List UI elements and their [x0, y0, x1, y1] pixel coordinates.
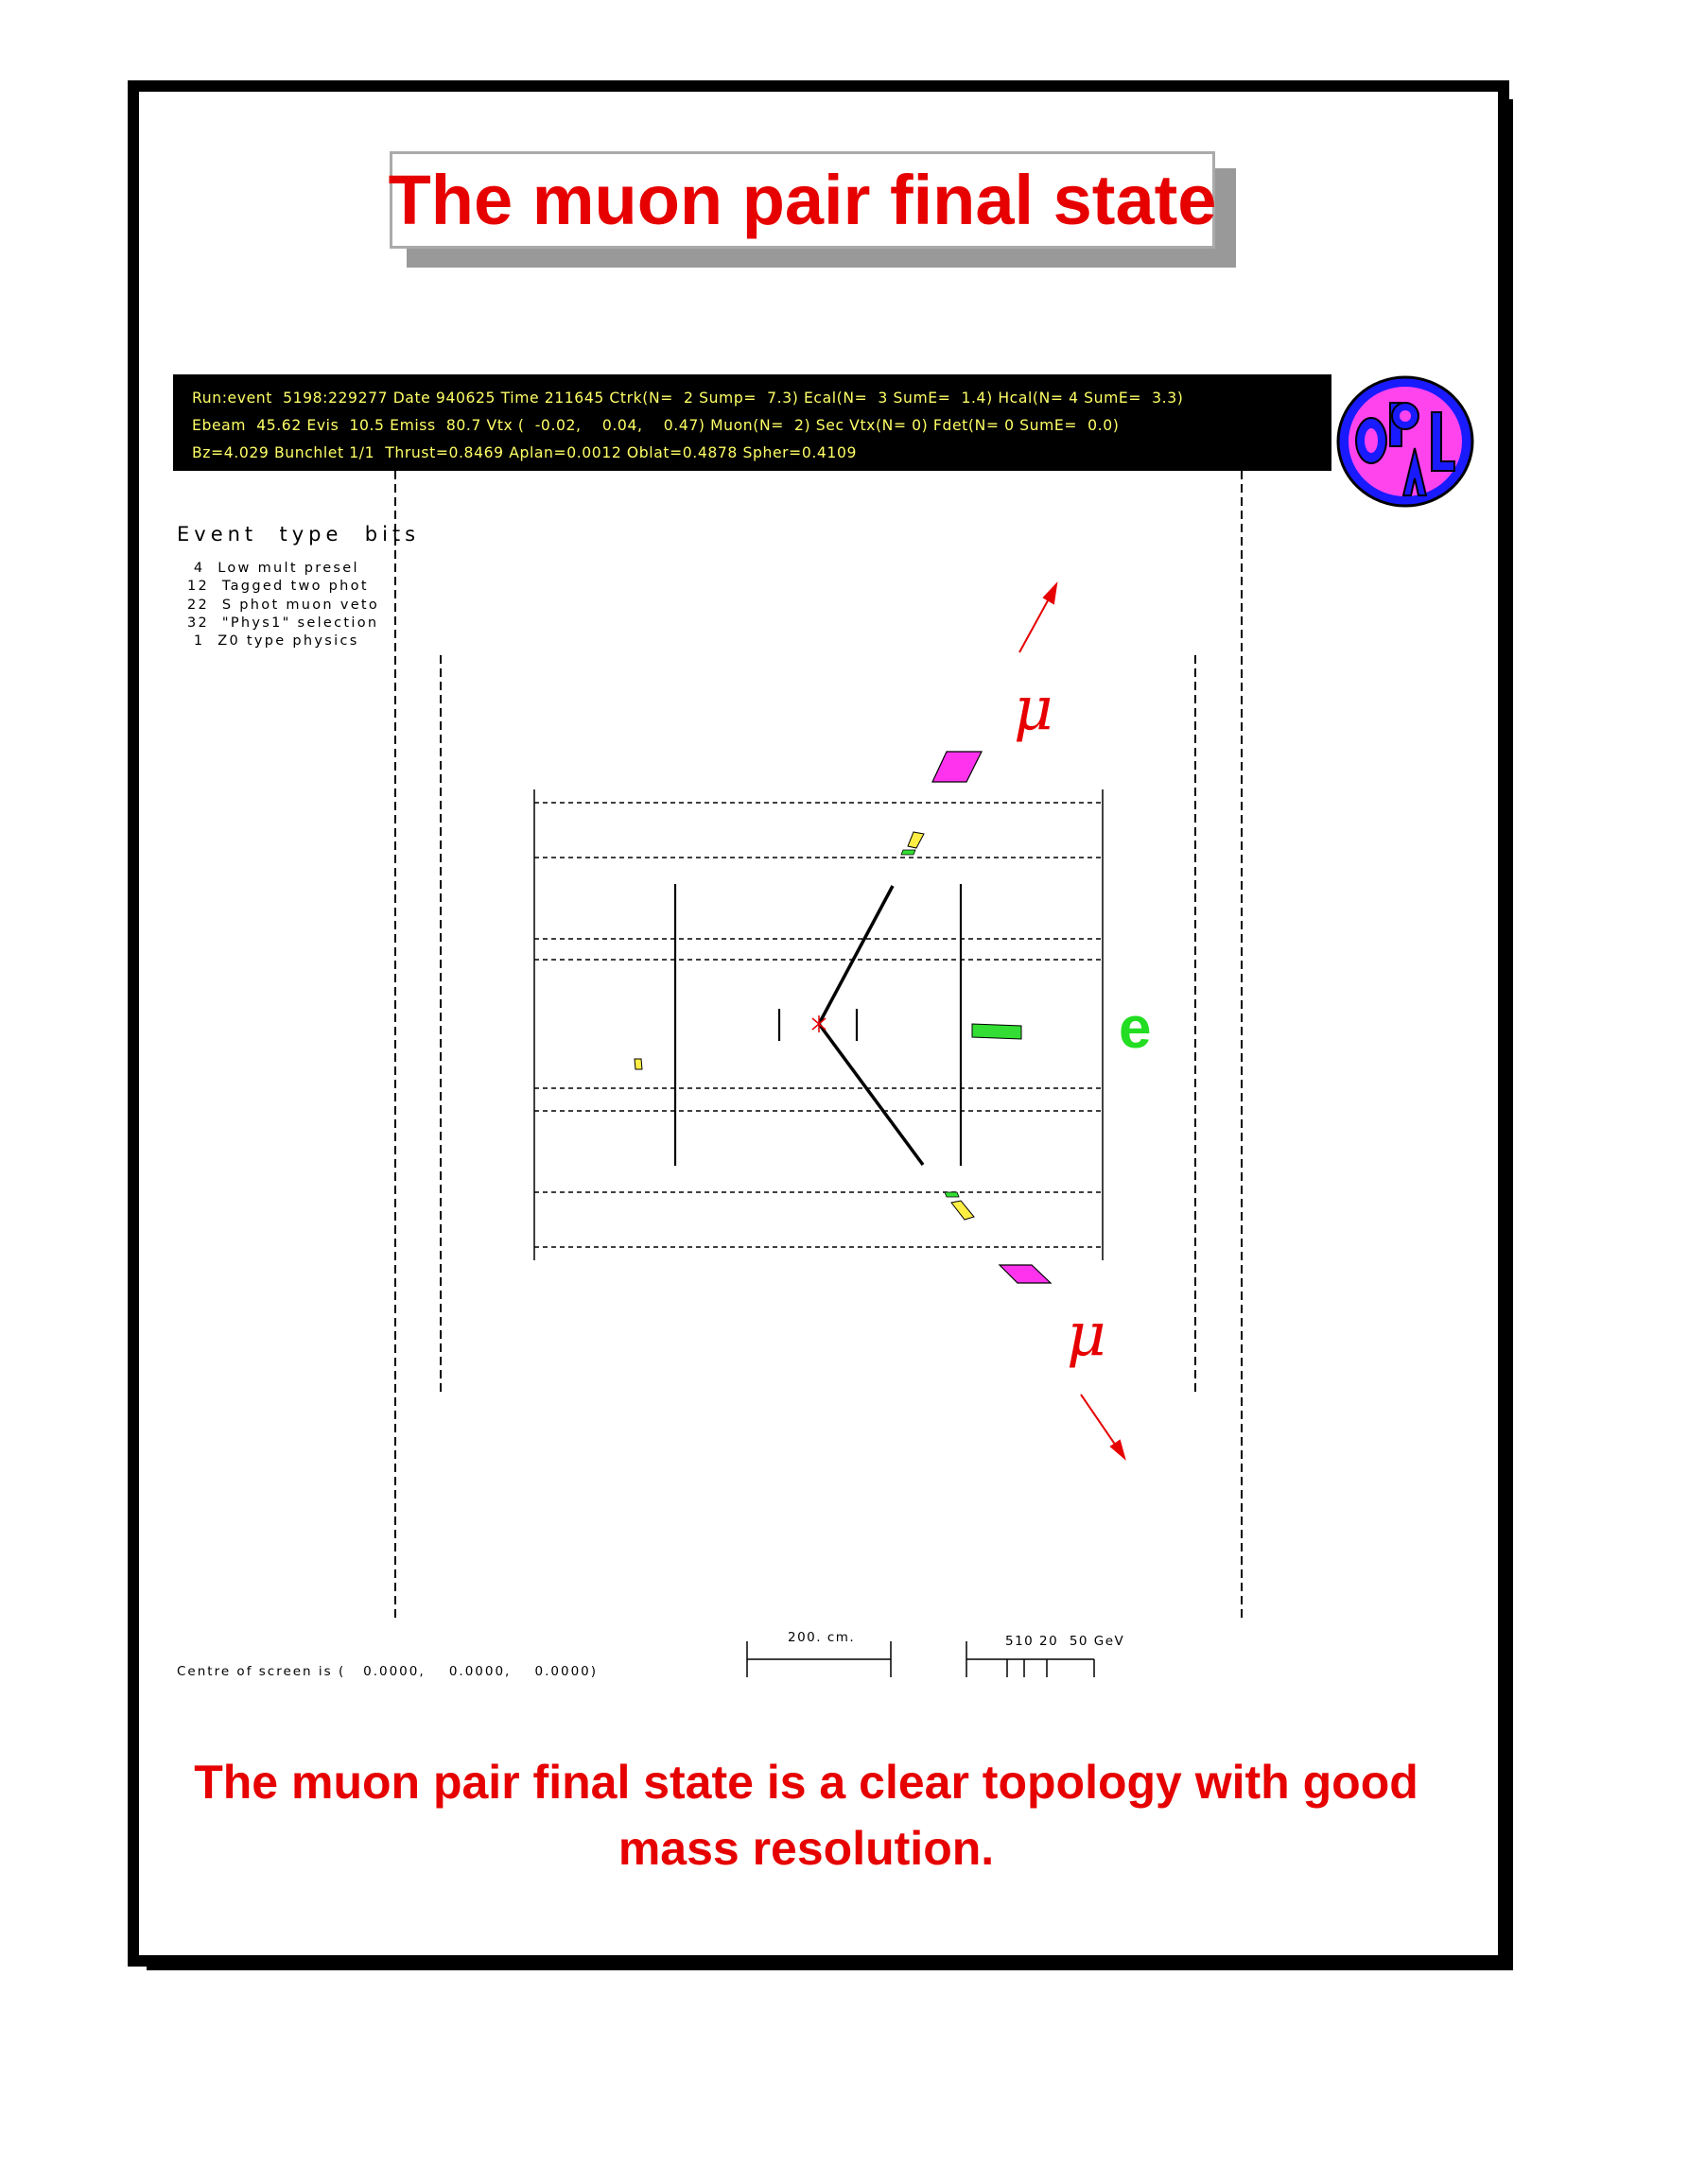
slide-title: The muon pair final state [388, 161, 1217, 239]
slide-caption: The muon pair final state is a clear topology with good mass resolution. [194, 1756, 1418, 1875]
ecal-deposit [945, 1192, 959, 1197]
energy-scale-label: 510 20 50 GeV [1005, 1634, 1125, 1649]
info-line-run: Run:event 5198:229277 Date 940625 Time 211645 Ctrk(N= 2 Sump= 7.3) Ecal(N= 3 SumE= 1.4) Hcal(N= 4 SumE= 3.3) [192, 390, 1184, 407]
event-bit-row: 4 Low mult presel [187, 561, 359, 576]
length-scale-label: 200. cm. [788, 1630, 856, 1645]
muon-tracks [819, 886, 923, 1165]
info-line-ebeam: Ebeam 45.62 Evis 10.5 Emiss 80.7 Vtx ( -0.02, 0.04, 0.47) Muon(N= 2) Sec Vtx(N= 0) Fdet(N= 0 SumE= 0.0) [192, 417, 1120, 434]
electron-label: e [1119, 996, 1152, 1061]
ecal-deposit [901, 850, 915, 855]
info-line-bz: Bz=4.029 Bunchlet 1/1 Thrust=0.8469 Aplan=0.0012 Oblat=0.4878 Spher=0.4109 [192, 444, 857, 461]
hcal-deposit [908, 832, 924, 848]
centre-of-screen: Centre of screen is ( 0.0000, 0.0000, 0.0000) [177, 1664, 599, 1679]
muon-arrow-down [1081, 1395, 1124, 1458]
muon-chamber-hit [1000, 1265, 1051, 1283]
muon-chamber-hit [932, 752, 982, 782]
event-bit-row: 32 "Phys1" selection [187, 615, 379, 631]
muon-label-bottom: μ [1067, 1300, 1106, 1370]
hcal-deposit [951, 1201, 974, 1220]
event-bit-row: 22 S phot muon veto [187, 597, 380, 613]
ecal-deposit [972, 1024, 1021, 1039]
event-type-title: Event type bits [177, 523, 421, 546]
hcal-deposit [635, 1059, 642, 1069]
muon-arrow-up [1019, 584, 1056, 652]
muon-label-top: μ [1014, 674, 1053, 744]
event-bit-row: 12 Tagged two phot [187, 579, 369, 595]
length-scale-bar [747, 1641, 891, 1677]
event-bit-row: 1 Z0 type physics [187, 633, 359, 650]
